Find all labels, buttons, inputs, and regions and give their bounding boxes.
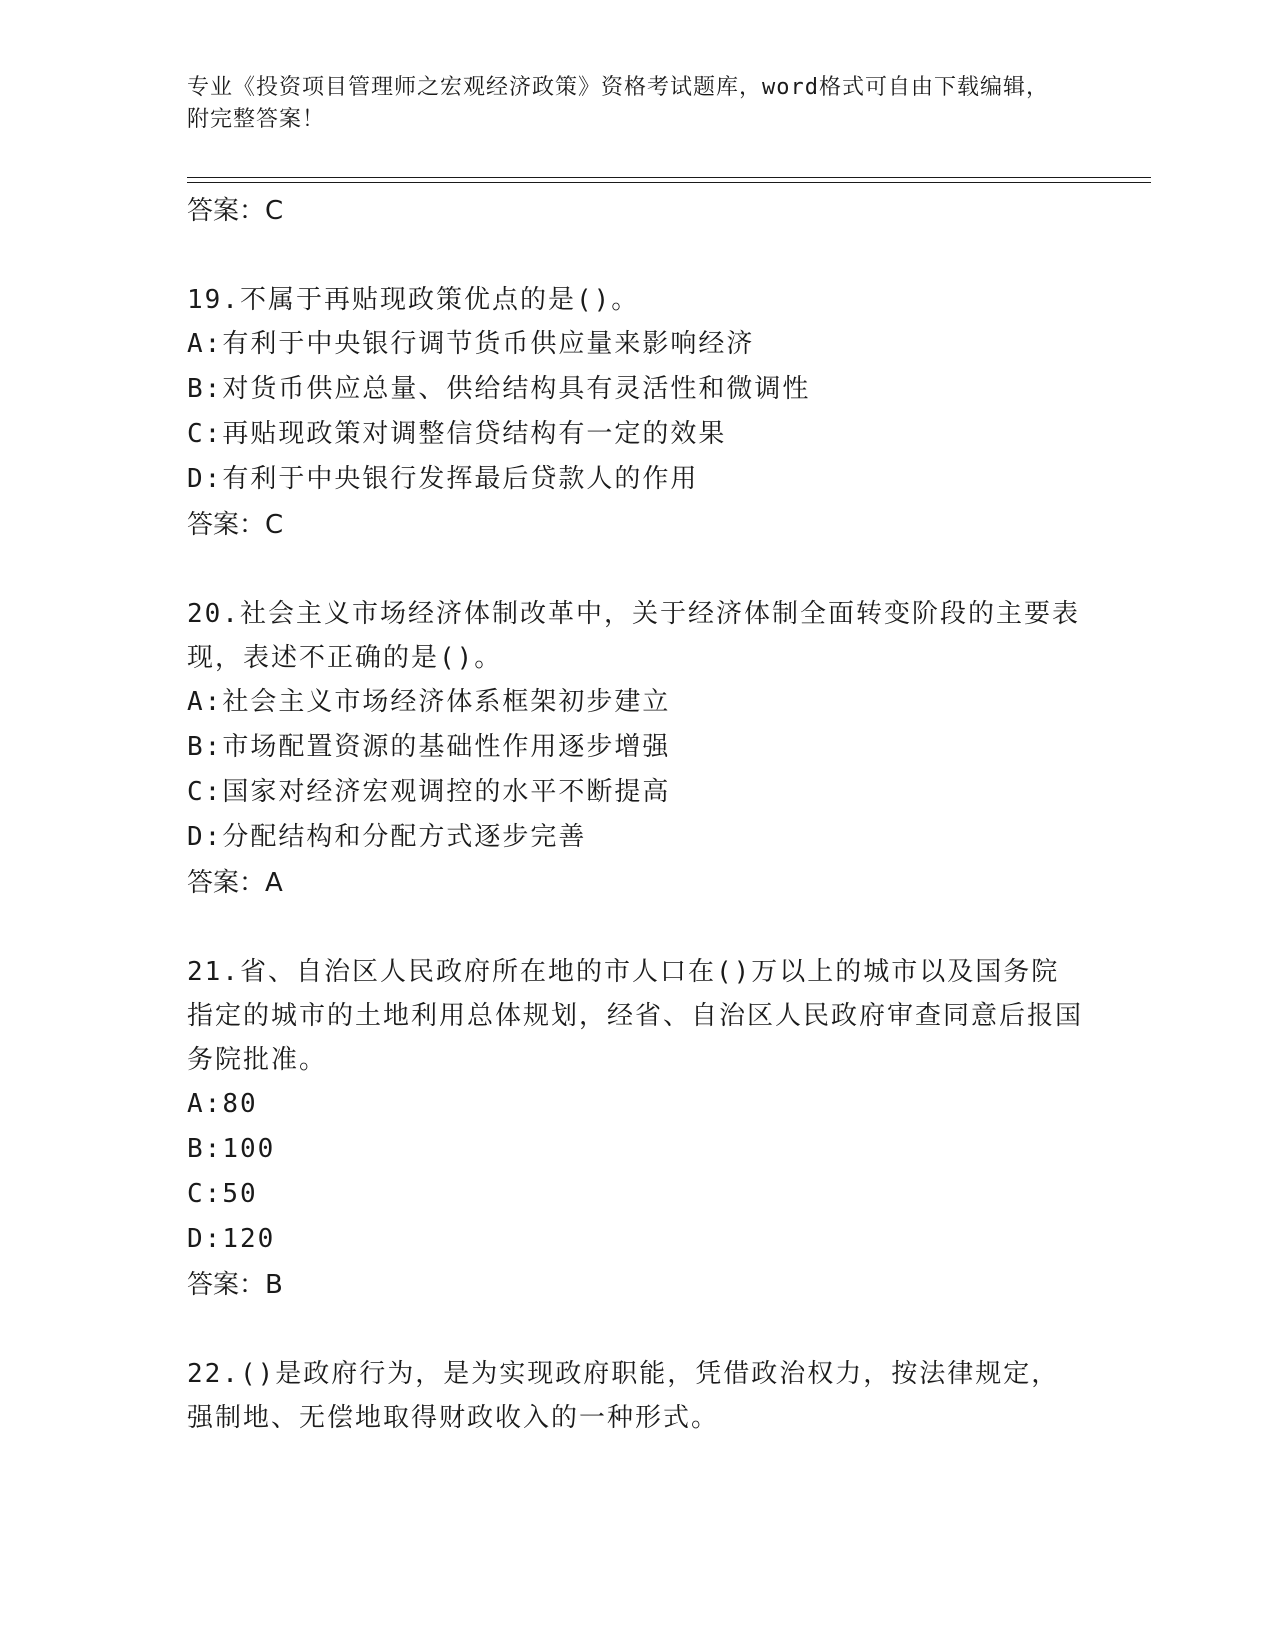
option-text: 80 [222, 1089, 258, 1119]
question-stem: 19.不属于再贴现政策优点的是()。 [187, 285, 640, 315]
option-key: A: [187, 687, 223, 717]
option-d [187, 1217, 1087, 1262]
question-stem: 22.()是政府行为，是为实现政府职能，凭借政治权力，按法律规定，强制地、无偿地取得财政收入的一种形式。 [187, 1359, 1060, 1433]
option-b [187, 367, 1087, 412]
option-key: B: [187, 374, 223, 404]
question-21 [187, 950, 1087, 1308]
option-text: 国家对经济宏观调控的水平不断提高 [222, 777, 671, 807]
option-c [187, 1172, 1087, 1217]
option-a [187, 680, 1087, 725]
answer-line: 答案：B [187, 1270, 283, 1300]
option-a [187, 322, 1087, 367]
question-list [187, 188, 1087, 1440]
option-text: 50 [222, 1179, 258, 1209]
question-22 [187, 1352, 1087, 1440]
option-text: 市场配置资源的基础性作用逐步增强 [222, 732, 671, 762]
question-19 [187, 278, 1087, 548]
option-key: D: [187, 464, 223, 494]
question-stem: 20.社会主义市场经济体制改革中，关于经济体制全面转变阶段的主要表现，表述不正确的是()。 [187, 599, 1080, 673]
option-text: 分配结构和分配方式逐步完善 [222, 822, 587, 852]
option-text: 社会主义市场经济体系框架初步建立 [222, 687, 671, 717]
document-header: 专业《投资项目管理师之宏观经济政策》资格考试题库，word格式可自由下载编辑，附完整答案！ [187, 75, 1049, 132]
option-key: C: [187, 1179, 223, 1209]
option-text: 对货币供应总量、供给结构具有灵活性和微调性 [222, 374, 811, 404]
answer-line: 答案：C [187, 196, 284, 226]
option-c [187, 412, 1087, 457]
header-divider-bottom [187, 182, 1151, 183]
option-key: D: [187, 1224, 223, 1254]
option-b [187, 725, 1087, 770]
option-text: 有利于中央银行发挥最后贷款人的作用 [222, 464, 699, 494]
option-a [187, 1082, 1087, 1127]
answer-line: 答案：A [187, 868, 283, 898]
option-b [187, 1127, 1087, 1172]
option-key: D: [187, 822, 223, 852]
option-key: B: [187, 732, 223, 762]
question-stem: 21.省、自治区人民政府所在地的市人口在()万以上的城市以及国务院指定的城市的土地利用总体规划，经省、自治区人民政府审查同意后报国务院批准。 [187, 957, 1084, 1075]
option-key: B: [187, 1134, 223, 1164]
answer-line: 答案：C [187, 510, 284, 540]
question-20 [187, 592, 1087, 906]
option-d [187, 457, 1087, 502]
option-d [187, 815, 1087, 860]
option-c [187, 770, 1087, 815]
option-text: 有利于中央银行调节货币供应量来影响经济 [222, 329, 755, 359]
option-key: C: [187, 777, 223, 807]
option-key: A: [187, 1089, 223, 1119]
option-text: 再贴现政策对调整信贷结构有一定的效果 [222, 419, 727, 449]
option-text: 100 [222, 1134, 276, 1164]
option-key: C: [187, 419, 223, 449]
option-key: A: [187, 329, 223, 359]
option-text: 120 [222, 1224, 276, 1254]
header-divider-top [187, 177, 1151, 178]
